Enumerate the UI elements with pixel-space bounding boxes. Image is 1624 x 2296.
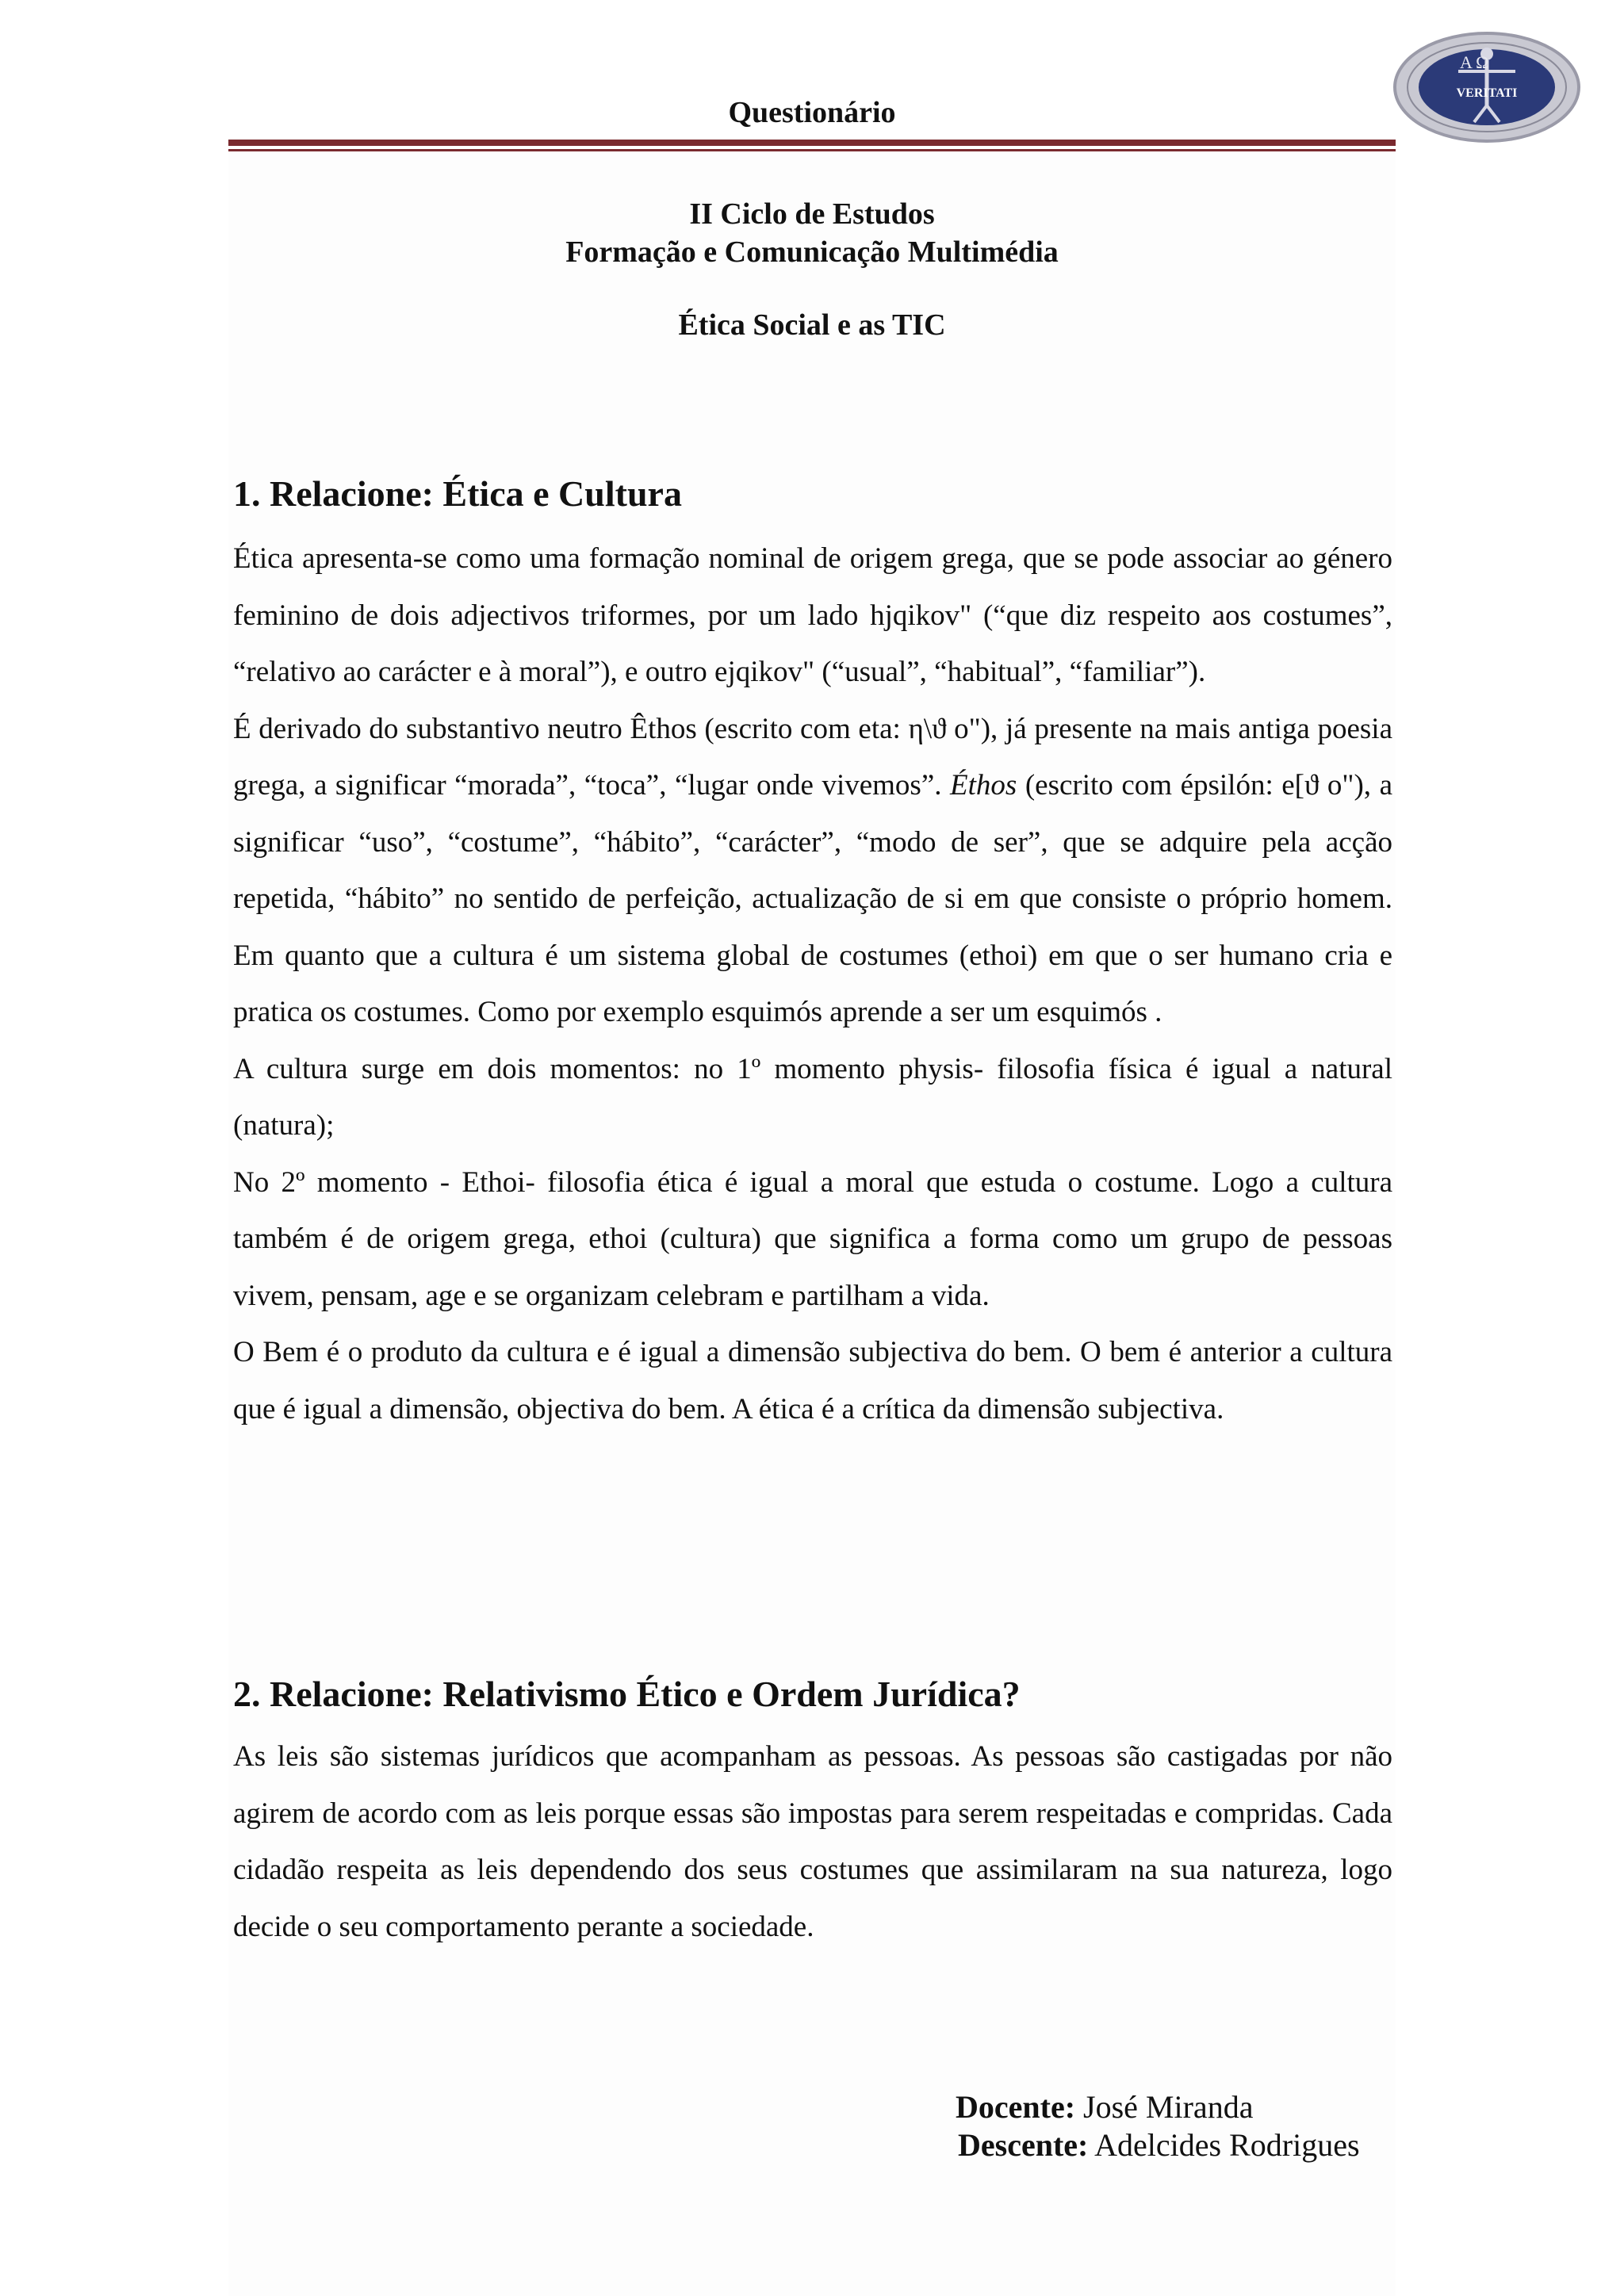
section-1-paragraph-3: A cultura surge em dois momentos: no 1º momento physis- filosofia física é igual a natural (natura);: [233, 1052, 1392, 1142]
section-1-paragraph-5: O Bem é o produto da cultura e é igual a dimensão subjectiva do bem. O bem é anterior a cultura que é igual a dimensão, objectiva do bem. A ética é a crítica da dimensão subjectiva.: [233, 1336, 1392, 1425]
paragraph-2-text-b: (escrito com épsilón: e[ϑ o"), a significar “uso”, “costume”, “hábito”, “carácter”, “modo de ser”, que se adquire pela acção repetida, “hábito” no sentido de perfeição, actualização de si em que consiste o próprio homem. Em quanto que a cultura é um sistema global de costumes (ethoi) em que o ser humano cria e pratica os costumes. Como por exemplo esquimós aprende a ser um esquimós .: [233, 769, 1392, 1028]
docente-label: Docente:: [956, 2089, 1076, 2125]
docente-name: José Miranda: [1075, 2089, 1254, 2125]
header-rule-thin: [228, 149, 1396, 151]
header-rule: [228, 140, 1396, 146]
header-title: Questionário: [728, 96, 896, 129]
section-1-paragraph-2: [233, 701, 1392, 1041]
course-subject: Ética Social e as TIC: [678, 308, 946, 342]
section-2-paragraph-1: As leis são sistemas jurídicos que acompanham as pessoas. As pessoas são castigadas por não agirem de acordo com as leis porque essas são impostas para serem respeitadas e compridas. Cada cidadão respeita as leis dependendo dos seus costumes que assimilaram na sua natureza, logo decide o seu comportamento perante a sociedade.: [233, 1740, 1392, 1943]
descente-line: [958, 2126, 1360, 2164]
section-2-body: [233, 1728, 1392, 1955]
paragraph-2-text-a: É derivado do substantivo neutro Êthos (escrito com eta: η\ϑ o"), já presente na mais antiga poesia grega, a significar “morada”, “toca”, “lugar onde vivemos”.: [233, 712, 1392, 802]
section-1-title: 1. Relacione: Ética e Cultura: [233, 473, 682, 514]
university-seal-logo: [1392, 30, 1582, 144]
docente-line: [956, 2088, 1253, 2126]
seal-letters: A Ω: [1460, 52, 1489, 72]
section-1-paragraph-1: Ética apresenta-se como uma formação nominal de origem grega, que se pode associar ao género feminino de dois adjectivos triformes, por um lado hjqikov" (“que diz respeito aos costumes”, “relativo ao carácter e à moral”), e outro ejqikov" (“usual”, “habitual”, “familiar”).: [233, 542, 1392, 688]
section-2-title: 2. Relacione: Relativismo Ético e Ordem Jurídica?: [233, 1674, 1021, 1714]
section-1-body: [233, 530, 1392, 1437]
course-heading: [0, 195, 1624, 271]
descente-name: Adelcides Rodrigues: [1088, 2127, 1360, 2163]
seal-text: VERITATI: [1456, 86, 1518, 100]
descente-label: Descente:: [958, 2127, 1089, 2163]
course-line-2: Formação e Comunicação Multimédia: [565, 235, 1059, 269]
paragraph-2-emphasis: Éthos: [950, 769, 1017, 802]
section-1-paragraph-4: No 2º momento - Ethoi- filosofia ética é igual a moral que estuda o costume. Logo a cultura também é de origem grega, ethoi (cultura) que significa a forma como um grupo de pessoas vivem, pensam, age e se organizam celebram e partilham a vida.: [233, 1165, 1392, 1312]
course-line-1: II Ciclo de Estudos: [689, 197, 935, 231]
